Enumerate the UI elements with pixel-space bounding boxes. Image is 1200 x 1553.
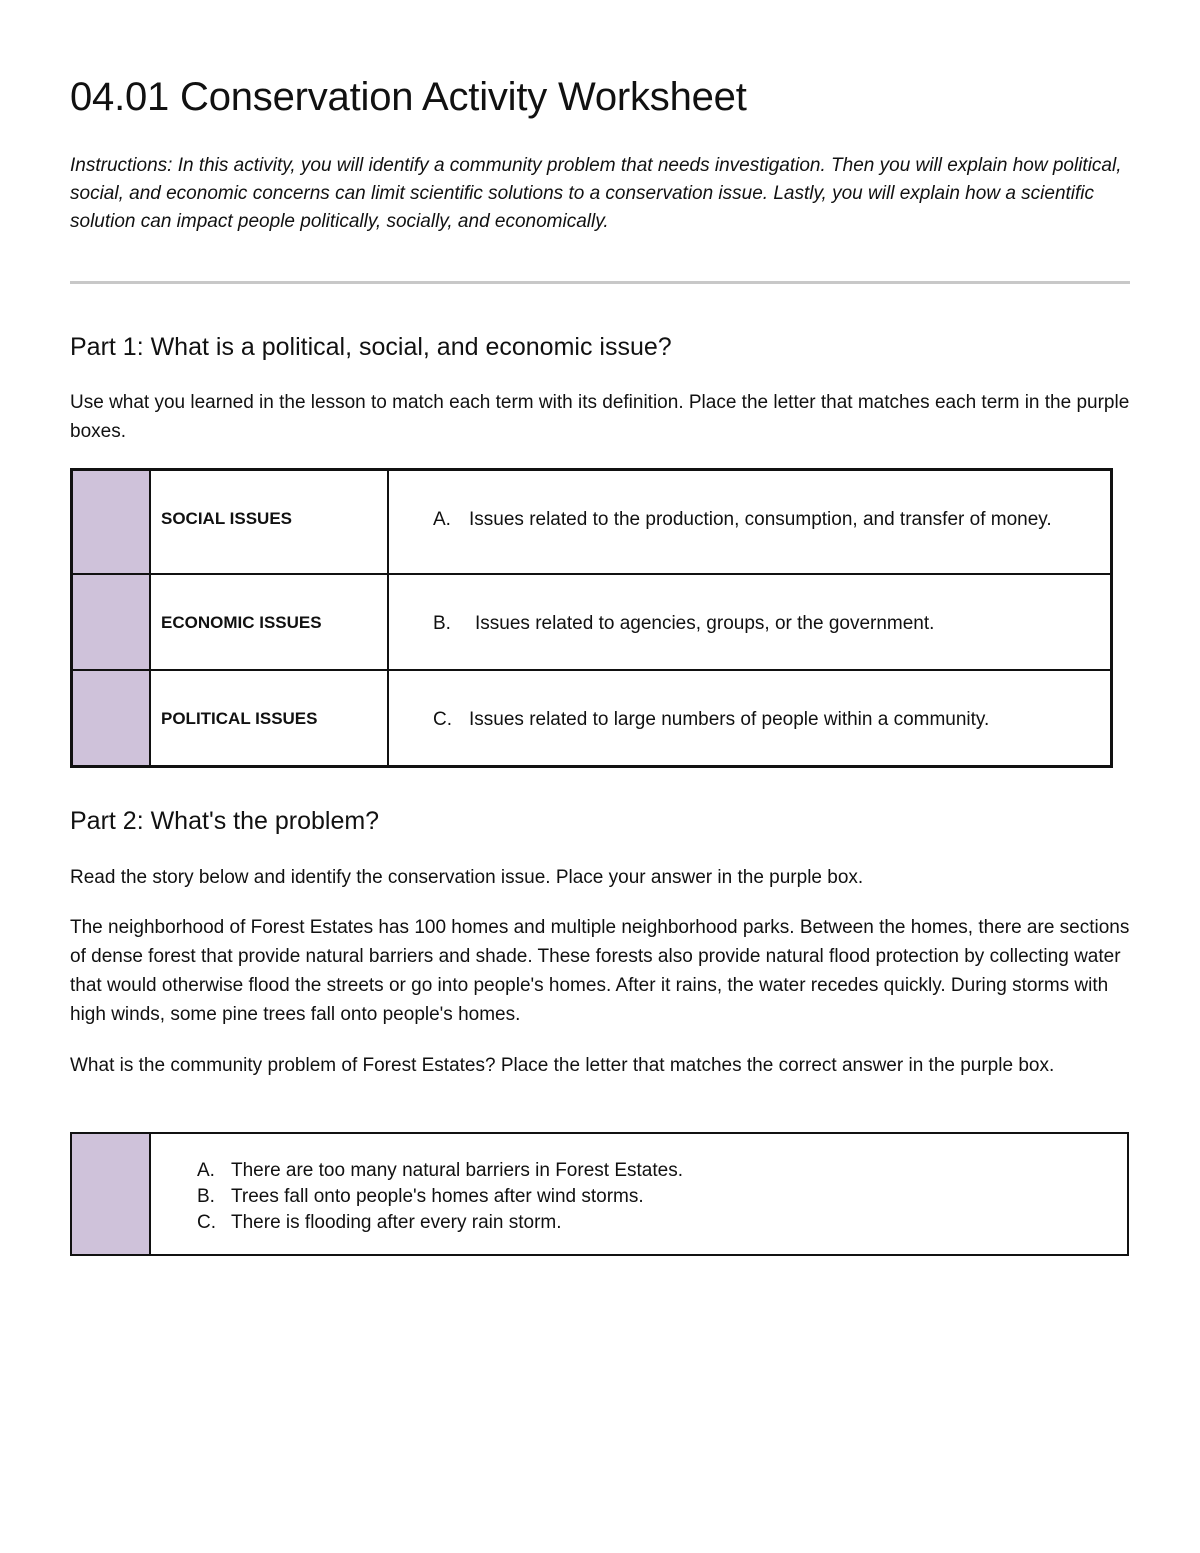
answer-box-political[interactable] — [72, 670, 151, 767]
part2-heading: Part 2: What's the problem? — [70, 807, 380, 835]
definition-letter: C. — [433, 708, 452, 730]
matching-row — [72, 574, 1112, 670]
answer-box-social[interactable] — [72, 470, 151, 574]
page-title: 04.01 Conservation Activity Worksheet — [70, 75, 747, 119]
definition-cell — [388, 670, 1112, 767]
option-text: There are too many natural barriers in Forest Estates. — [231, 1160, 683, 1181]
definition-text: Issues related to agencies, groups, or the government. — [475, 612, 935, 634]
definition-letter: B. — [433, 612, 451, 634]
option-item — [197, 1210, 1127, 1236]
term-label: POLITICAL ISSUES — [150, 670, 388, 767]
definition-cell — [388, 470, 1112, 574]
options-cell — [150, 1133, 1128, 1255]
matching-row — [72, 470, 1112, 574]
option-item — [197, 1158, 1127, 1184]
part2-prompt: Read the story below and identify the conservation issue. Place your answer in the purple box. — [70, 867, 864, 888]
option-letter: C. — [197, 1212, 216, 1233]
part1-prompt: Use what you learned in the lesson to match each term with its definition. Place the letter that matches each term in the purple boxes. — [70, 392, 1130, 442]
definition-cell — [388, 574, 1112, 670]
answer-box-problem[interactable] — [71, 1133, 150, 1255]
term-label: ECONOMIC ISSUES — [150, 574, 388, 670]
question-text: What is the community problem of Forest Estates? Place the letter that matches the correct answer in the purple box. — [70, 1055, 1055, 1076]
option-letter: A. — [197, 1160, 215, 1181]
option-item — [197, 1184, 1127, 1210]
term-label: SOCIAL ISSUES — [150, 470, 388, 574]
instructions-text: Instructions: In this activity, you will identify a community problem that needs investigation. Then you will explain how political, social, and economic concerns can limit scientific solutions to a conservation issue. Lastly, you will explain how a scientific solution can impact people politically, socially, and economically. — [70, 155, 1122, 232]
matching-table — [70, 468, 1113, 768]
definition-letter: A. — [433, 509, 451, 530]
answer-box-economic[interactable] — [72, 574, 151, 670]
matching-row — [72, 670, 1112, 767]
option-text: There is flooding after every rain storm. — [231, 1212, 562, 1233]
option-text: Trees fall onto people's homes after wind storms. — [231, 1186, 644, 1207]
part1-heading: Part 1: What is a political, social, and economic issue? — [70, 333, 672, 361]
horizontal-divider — [70, 281, 1130, 284]
definition-text: Issues related to large numbers of people within a community. — [469, 708, 990, 730]
option-letter: B. — [197, 1186, 215, 1207]
definition-text: Issues related to the production, consumption, and transfer of money. — [469, 509, 1052, 530]
answer-table — [70, 1132, 1129, 1256]
story-text: The neighborhood of Forest Estates has 100 homes and multiple neighborhood parks. Between the homes, there are sections of dense forest that provide natural barriers and shade. These forests also provide natural flood protection by collecting water that would otherwise flood the streets or go into people's homes. After it rains, the water recedes quickly. During storms with high winds, some pine trees fall onto people's homes. — [70, 917, 1130, 1025]
